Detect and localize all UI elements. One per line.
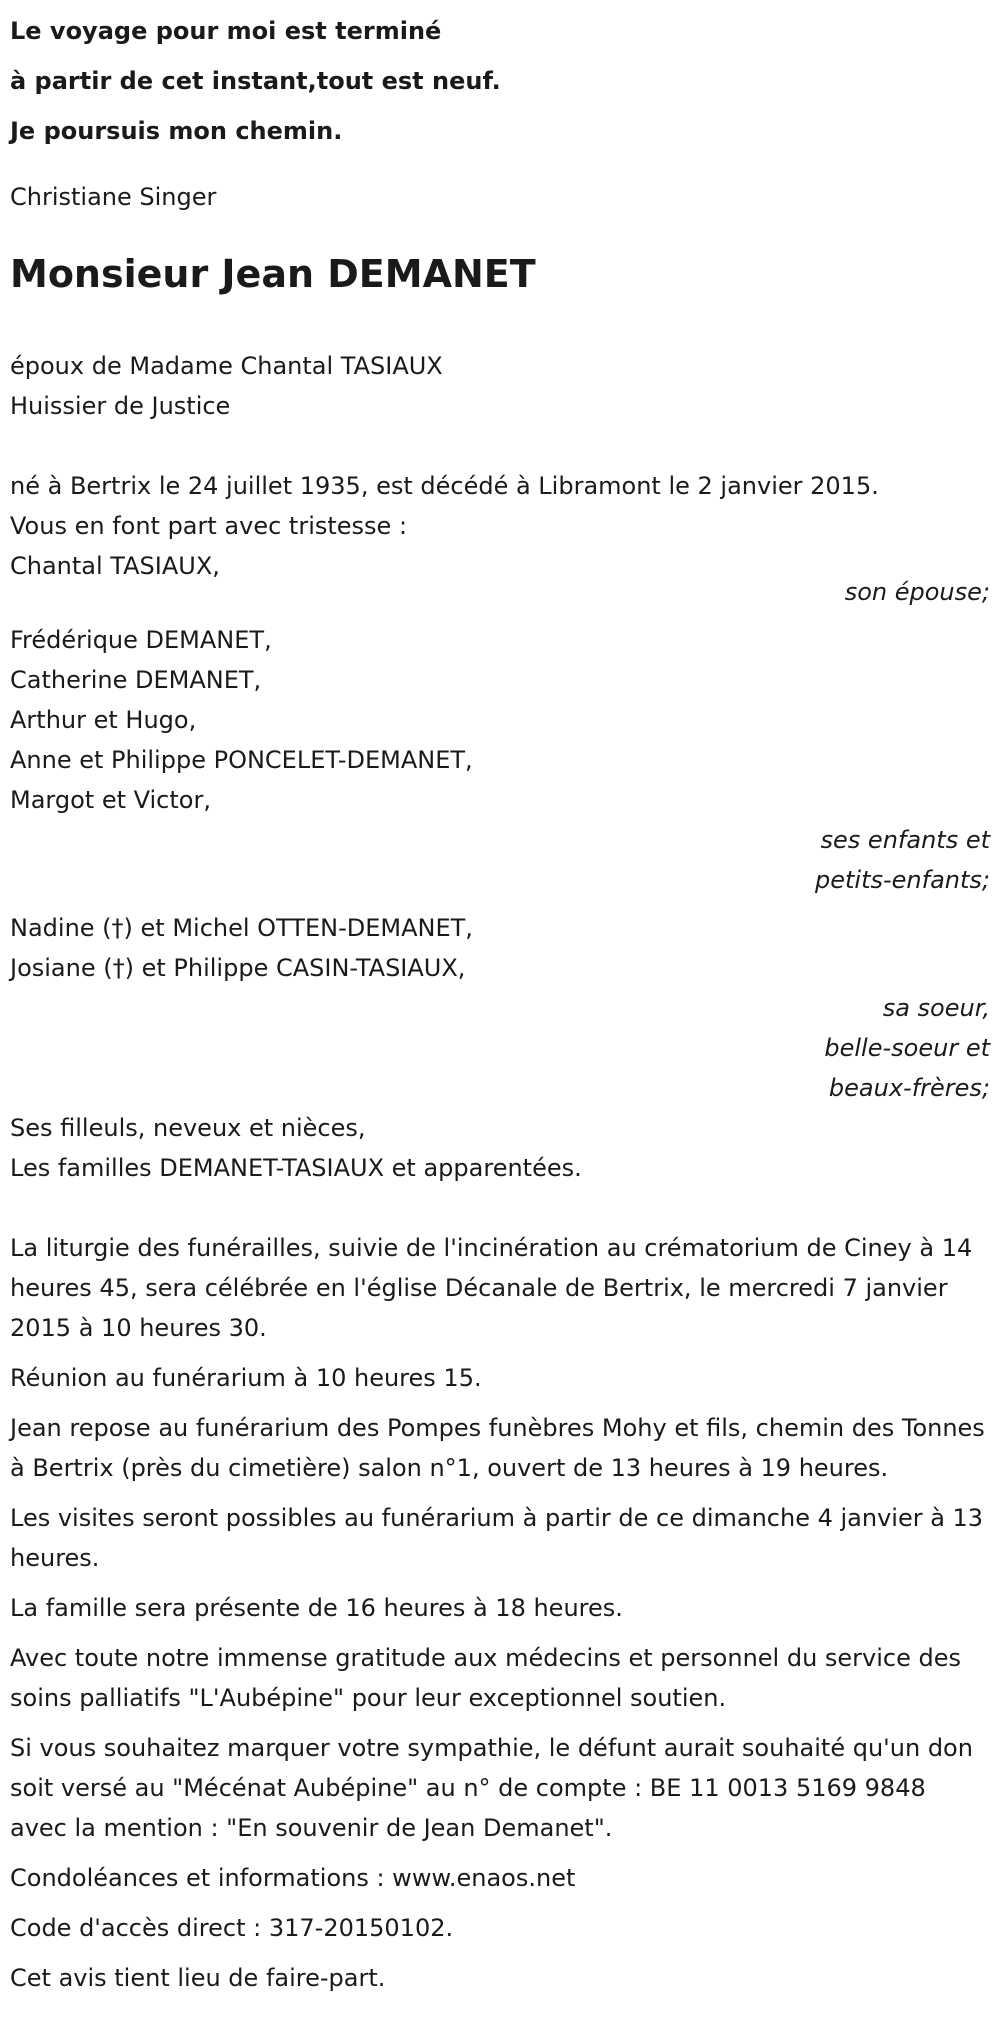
condolences-text: Condoléances et informations : www.enaos.net: [10, 1864, 576, 1892]
family-others: [10, 1108, 990, 1188]
family-role: son épouse;: [844, 578, 990, 606]
funeral-details: [10, 1228, 990, 1998]
access-code-text: Code d'accès direct : 317-20150102.: [10, 1914, 454, 1942]
poem-line: Je poursuis mon chemin.: [10, 117, 343, 145]
family-name: Chantal TASIAUX,: [10, 552, 220, 580]
poem: [10, 6, 990, 156]
rest-text: Jean repose au funérarium des Pompes funèbres Mohy et fils, chemin des Tonnes à Bertrix (près du cimetière) salon n°1, ouvert de 13 heures à 19 heures.: [10, 1414, 985, 1482]
deceased-name: Monsieur Jean DEMANET: [10, 252, 536, 296]
meeting-text: Réunion au funérarium à 10 heures 15.: [10, 1364, 482, 1392]
family-name: Anne et Philippe PONCELET-DEMANET,: [10, 746, 473, 774]
family-name: Josiane (†) et Philippe CASIN-TASIAUX,: [10, 954, 466, 982]
gratitude-text: Avec toute notre immense gratitude aux médecins et personnel du service des soins palliatifs "L'Aubépine" pour leur exceptionnel soutien.: [10, 1644, 962, 1712]
family-name: Margot et Victor,: [10, 786, 211, 814]
profession: Huissier de Justice: [10, 392, 231, 420]
family-name: Nadine (†) et Michel OTTEN-DEMANET,: [10, 914, 473, 942]
family-other-line: Les familles DEMANET-TASIAUX et apparentées.: [10, 1154, 582, 1182]
family-name: Catherine DEMANET,: [10, 666, 262, 694]
family-presence-text: La famille sera présente de 16 heures à 18 heures.: [10, 1594, 623, 1622]
spouse-line: époux de Madame Chantal TASIAUX: [10, 352, 443, 380]
family-role: sa soeur,: [882, 994, 990, 1022]
family-role: ses enfants et: [820, 826, 990, 854]
cross-symbol: †: [112, 954, 125, 982]
visits-text: Les visites seront possibles au funérarium à partir de ce dimanche 4 janvier à 13 heures.: [10, 1504, 984, 1572]
family-name: Frédérique DEMANET,: [10, 626, 272, 654]
family-role: beaux-frères;: [828, 1074, 990, 1102]
donation-text: Si vous souhaitez marquer votre sympathie, le défunt aurait souhaité qu'un don soit versé au "Mécénat Aubépine" au n° de compte : BE 11 0013 5169 9848 avec la mention : "En souvenir de Jean Demanet".: [10, 1734, 973, 1842]
family-role: petits-enfants;: [815, 866, 990, 894]
cross-symbol: †: [111, 914, 124, 942]
notice-text: Cet avis tient lieu de faire-part.: [10, 1964, 386, 1992]
deceased-info: [10, 346, 990, 426]
poem-line: à partir de cet instant,tout est neuf.: [10, 67, 501, 95]
poem-author: Christiane Singer: [10, 183, 217, 211]
family-name: Arthur et Hugo,: [10, 706, 197, 734]
announcement-intro: Vous en font part avec tristesse :: [10, 512, 408, 540]
family-role: belle-soeur et: [824, 1034, 990, 1062]
family-other-line: Ses filleuls, neveux et nièces,: [10, 1114, 366, 1142]
family-spouse-group: [10, 546, 990, 612]
family-children-group: [10, 620, 990, 900]
liturgy-text: La liturgie des funérailles, suivie de l'incinération au crématorium de Ciney à 14 heures 45, sera célébrée en l'église Décanale de Bertrix, le mercredi 7 janvier 2015 à 10 heures 30.: [10, 1234, 973, 1342]
birth-death: né à Bertrix le 24 juillet 1935, est décédé à Libramont le 2 janvier 2015.: [10, 472, 879, 500]
family-siblings-group: [10, 908, 990, 1108]
poem-line: Le voyage pour moi est terminé: [10, 17, 442, 45]
